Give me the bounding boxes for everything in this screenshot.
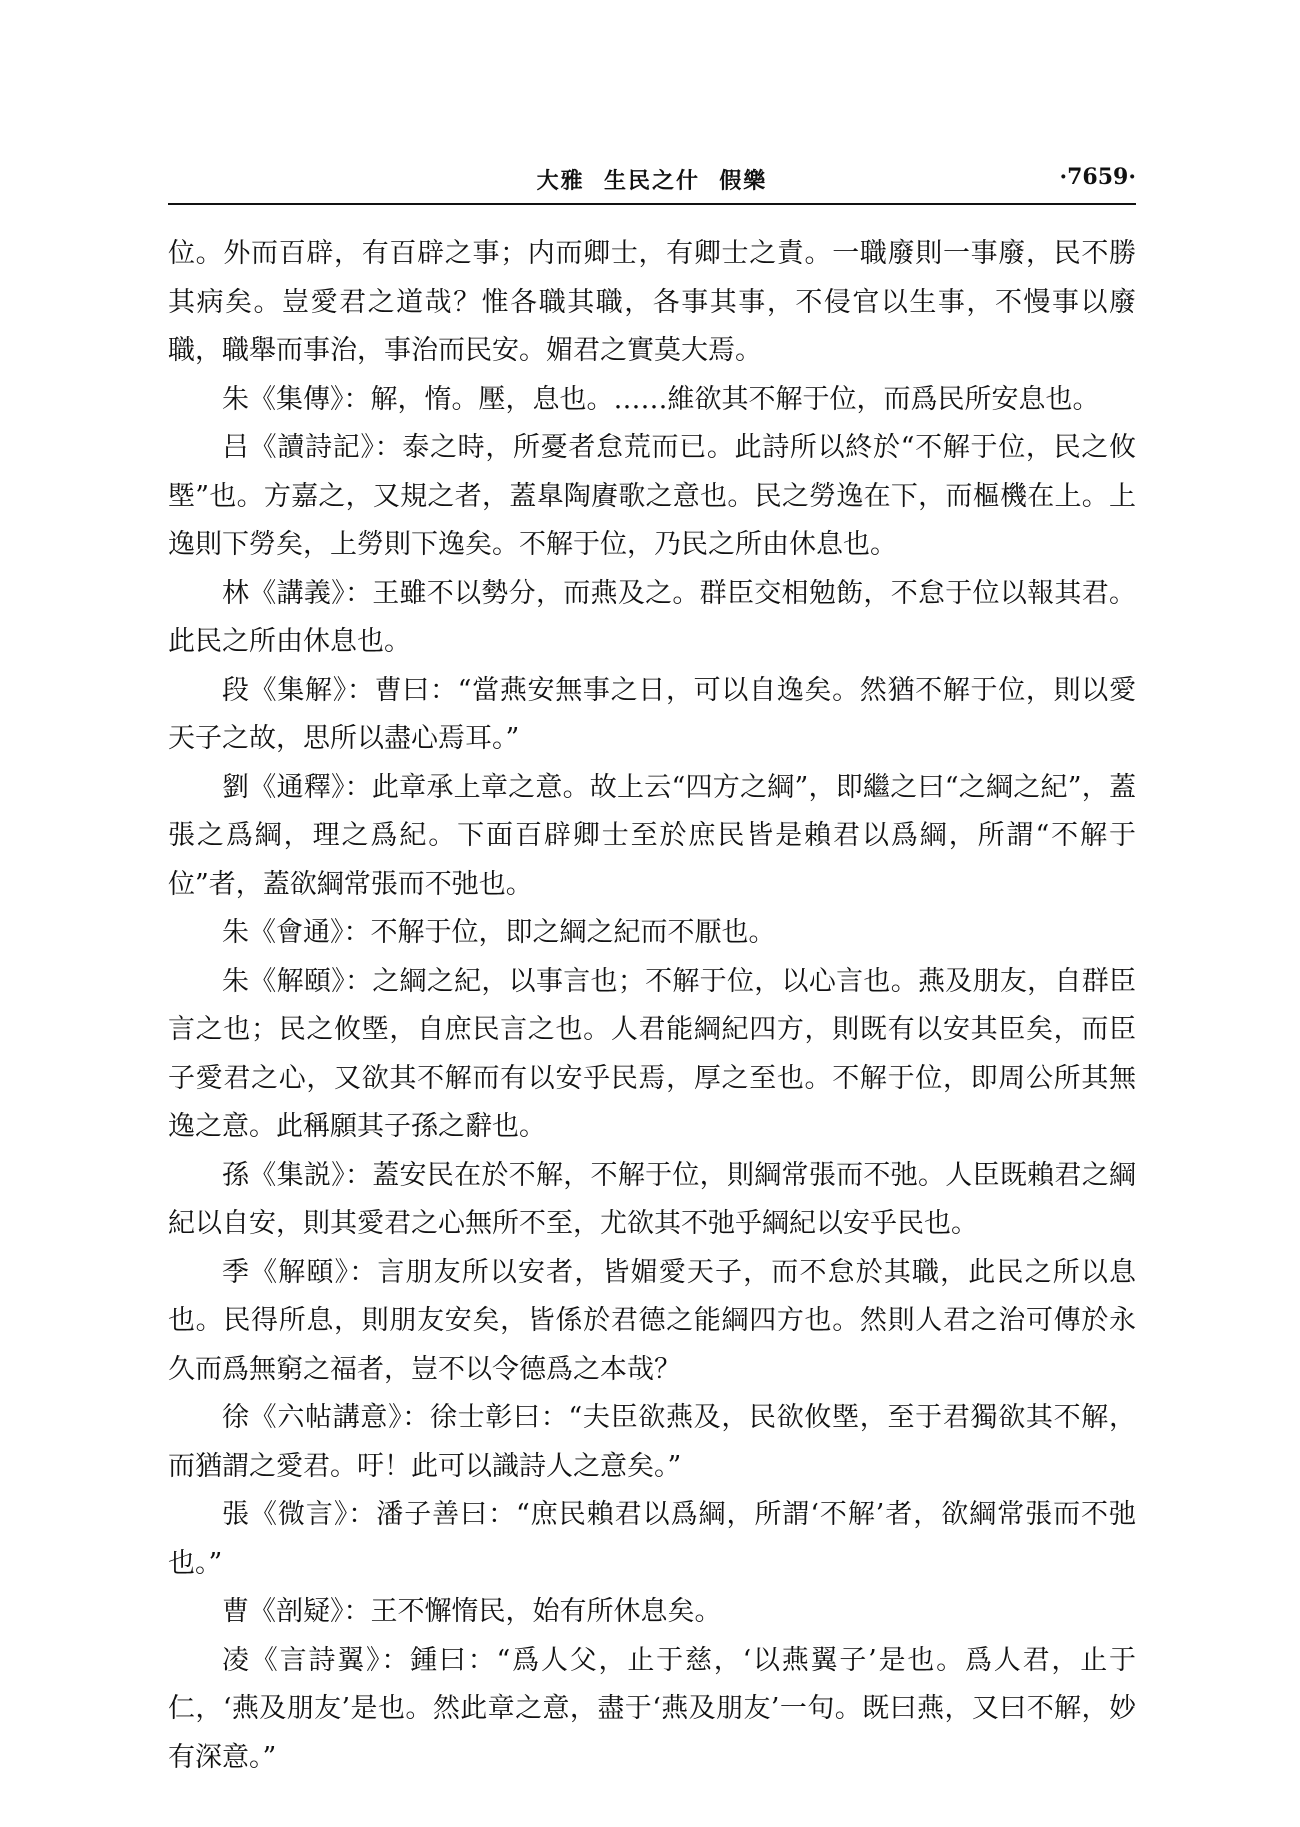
- page-number: ·7659·: [1059, 164, 1136, 190]
- paragraph-zhu-jizhuan: 朱《集傳》：解，惰。壓，息也。……維欲其不解于位，而爲民所安息也。: [222, 383, 1100, 415]
- paragraph-ji-jieyi: 季《解頤》：言朋友所以安者，皆媚愛天子，而不怠於其職，此民之所以息也。民得所息，則朋友安矣，皆係於君德之能綱四方也。然則人君之治可傳於永久而爲無窮之福者，豈不以令德爲之本哉？: [168, 1256, 1136, 1385]
- paragraph-xu-liutie: 徐《六帖講意》：徐士彰曰：“夫臣欲燕及，民欲攸塈，至于君獨欲其不解，而猶謂之愛君。吁！此可以識詩人之意矣。”: [168, 1402, 1136, 1482]
- paragraph-zhu-jieyi: 朱《解頤》：之綱之紀，以事言也；不解于位，以心言也。燕及朋友，自群臣言之也；民之攸塈，自庶民言之也。人君能綱紀四方，則既有以安其臣矣，而臣子愛君之心，又欲其不解而有以安乎民焉，厚之至也。不解于位，即周公所其無逸之意。此稱願其子孫之辭也。: [168, 965, 1136, 1142]
- header-rule: [168, 203, 1136, 205]
- paragraph-zhang-weiyan: 張《微言》：潘子善曰：“庶民賴君以爲綱，所謂‘不解’者，欲綱常張而不弛也。”: [168, 1499, 1136, 1579]
- paragraph-lin-jiangyi: 林《講義》：王雖不以勢分，而燕及之。群臣交相勉飭，不怠于位以報其君。此民之所由休息也。: [168, 577, 1136, 657]
- running-title: 大雅 生民之什 假樂: [536, 168, 768, 194]
- body-text: [168, 230, 1136, 1782]
- paragraph-continuation: 位。外而百辟，有百辟之事；内而卿士，有卿士之責。一職廢則一事廢，民不勝其病矣。豈愛君之道哉？惟各職其職，各事其事，不侵官以生事，不慢事以廢職，職舉而事治，事治而民安。媚君之實莫大焉。: [168, 238, 1136, 366]
- paragraph-ling-yanshiyi: 凌《言詩翼》：鍾曰：“爲人父，止于慈，‘以燕翼子’是也。爲人君，止于仁，‘燕及朋友’是也。然此章之意，盡于‘燕及朋友’一句。既曰燕，又曰不解，妙有深意。”: [168, 1644, 1136, 1773]
- paragraph-duan-jijie: 段《集解》：曹曰：“當燕安無事之日，可以自逸矣。然猶不解于位，則以愛天子之故，思所以盡心焉耳。”: [168, 674, 1136, 754]
- running-header: [168, 160, 1136, 196]
- paragraph-zhu-huitong: 朱《會通》：不解于位，即之綱之紀而不厭也。: [222, 917, 776, 948]
- paragraph-lu-dushiji: 吕《讀詩記》：泰之時，所憂者怠荒而已。此詩所以終於“不解于位，民之攸塈”也。方嘉之，又規之者，蓋臯陶賡歌之意也。民之勞逸在下，而樞機在上。上逸則下勞矣，上勞則下逸矣。不解于位，乃民之所由休息也。: [168, 432, 1136, 560]
- paragraph-liu-tongshi: 劉《通釋》：此章承上章之意。故上云“四方之綱”，即繼之曰“之綱之紀”，蓋張之爲綱，理之爲紀。下面百辟卿士至於庶民皆是賴君以爲綱，所謂“不解于位”者，蓋欲綱常張而不弛也。: [168, 771, 1136, 900]
- paragraph-cao-pouyi: 曹《剖疑》：王不懈惰民，始有所休息矣。: [222, 1596, 722, 1627]
- paragraph-sun-jishuo: 孫《集説》：蓋安民在於不解，不解于位，則綱常張而不弛。人臣既賴君之綱紀以自安，則其愛君之心無所不至，尤欲其不弛乎綱紀以安乎民也。: [168, 1159, 1136, 1239]
